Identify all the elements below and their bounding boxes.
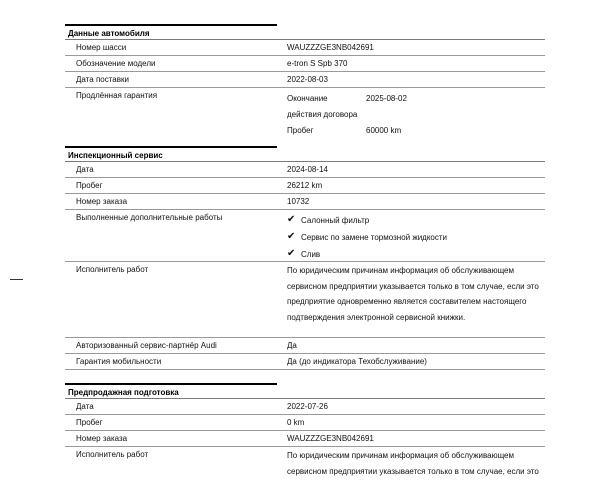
row-value: 2022-08-03 xyxy=(287,75,328,84)
vehicle-data-section xyxy=(65,24,545,136)
warranty-end-label-cont: действия договора xyxy=(287,110,358,119)
row-label: Номер заказа xyxy=(76,197,128,206)
table-row xyxy=(65,415,545,431)
warranty-end-value: 2025-08-02 xyxy=(366,94,407,103)
row-label: Пробег xyxy=(76,418,103,427)
warranty-end-label: Окончание xyxy=(287,94,328,103)
warranty-end xyxy=(287,91,545,107)
section-header xyxy=(65,24,545,40)
table-row xyxy=(65,162,545,178)
row-label: Исполнитель работ xyxy=(76,265,149,274)
row-label: Номер шасси xyxy=(76,43,127,52)
executor-line: сервисном предприятии указывается только в том случае, если это xyxy=(287,281,539,291)
row-label: Продлённая гарантия xyxy=(76,91,158,100)
executor-row xyxy=(65,447,545,487)
warranty-mileage-label: Пробег xyxy=(287,126,314,135)
warranty-mileage-value: 60000 km xyxy=(366,126,402,135)
warranty-mileage xyxy=(287,123,545,139)
table-row xyxy=(65,399,545,415)
row-value: e-tron S Spb 370 xyxy=(287,59,348,68)
row-label: Номер заказа xyxy=(76,434,128,443)
table-row xyxy=(65,56,545,72)
checkmark-icon: ✔ xyxy=(287,231,296,242)
section-header-bar xyxy=(65,146,277,148)
table-row xyxy=(65,194,545,210)
row-label: Исполнитель работ xyxy=(76,450,149,459)
section-header xyxy=(65,146,545,162)
checkmark-icon: ✔ xyxy=(287,214,296,225)
row-label: Обозначение модели xyxy=(76,59,156,68)
executor-text xyxy=(287,263,545,325)
table-row xyxy=(65,431,545,447)
executor-line: По юридическим причинам информация об обслуживающем xyxy=(287,266,515,275)
extra-works-list xyxy=(287,212,545,263)
row-label: Дата поставки xyxy=(76,75,129,84)
executor-text xyxy=(287,448,545,479)
executor-row xyxy=(65,262,545,338)
row-value: Да xyxy=(287,341,297,350)
executor-line: подтверждения электронной сервисной книжки. xyxy=(287,312,466,322)
section-header-bar xyxy=(65,383,277,385)
row-label: Пробег xyxy=(76,181,103,190)
margin-mark xyxy=(10,279,23,280)
section-header xyxy=(65,383,545,399)
row-value: 2022-07-26 xyxy=(287,402,328,411)
table-row xyxy=(65,72,545,88)
row-label: Дата xyxy=(76,402,94,411)
section-title: Инспекционный сервис xyxy=(68,151,163,160)
executor-line: предприятие одновременно является составителем настоящего xyxy=(287,297,527,306)
inspection-section xyxy=(65,146,545,370)
list-item-text: Слив xyxy=(301,250,321,259)
list-item xyxy=(287,212,545,229)
table-row xyxy=(65,40,545,56)
row-label: Дата xyxy=(76,165,94,174)
row-value: 26212 km xyxy=(287,181,323,190)
table-row xyxy=(65,178,545,194)
warranty-end-cont xyxy=(287,107,545,123)
list-item xyxy=(287,229,545,246)
section-title: Предпродажная подготовка xyxy=(68,388,179,397)
list-item-text: Салонный фильтр xyxy=(301,216,370,225)
executor-line: По юридическим причинам информация об обслуживающем xyxy=(287,451,515,460)
list-item-text: Сервис по замене тормозной жидкости xyxy=(301,233,447,242)
warranty-details xyxy=(287,91,545,139)
table-row xyxy=(65,354,545,370)
list-item xyxy=(287,246,545,263)
row-value: 0 km xyxy=(287,418,305,427)
section-title: Данные автомобиля xyxy=(68,29,150,38)
section-header-bar xyxy=(65,24,277,26)
row-value: Да (до индикатора Техобслуживание) xyxy=(287,357,427,366)
row-label: Гарантия мобильности xyxy=(76,357,162,366)
row-value: 10732 xyxy=(287,197,310,206)
row-value: WAUZZZGE3NB042691 xyxy=(287,434,374,443)
executor-line: сервисном предприятии указывается только в том случае, если это xyxy=(287,466,539,476)
table-row xyxy=(65,338,545,354)
checkmark-icon: ✔ xyxy=(287,248,296,259)
row-label: Выполненные дополнительные работы xyxy=(76,213,223,222)
row-value: WAUZZZGE3NB042691 xyxy=(287,43,374,52)
predelivery-section xyxy=(65,383,545,487)
row-label: Авторизованный сервис-партнёр Audi xyxy=(76,341,217,350)
warranty-row xyxy=(65,88,545,136)
extra-works-row xyxy=(65,210,545,262)
row-value: 2024-08-14 xyxy=(287,165,328,174)
